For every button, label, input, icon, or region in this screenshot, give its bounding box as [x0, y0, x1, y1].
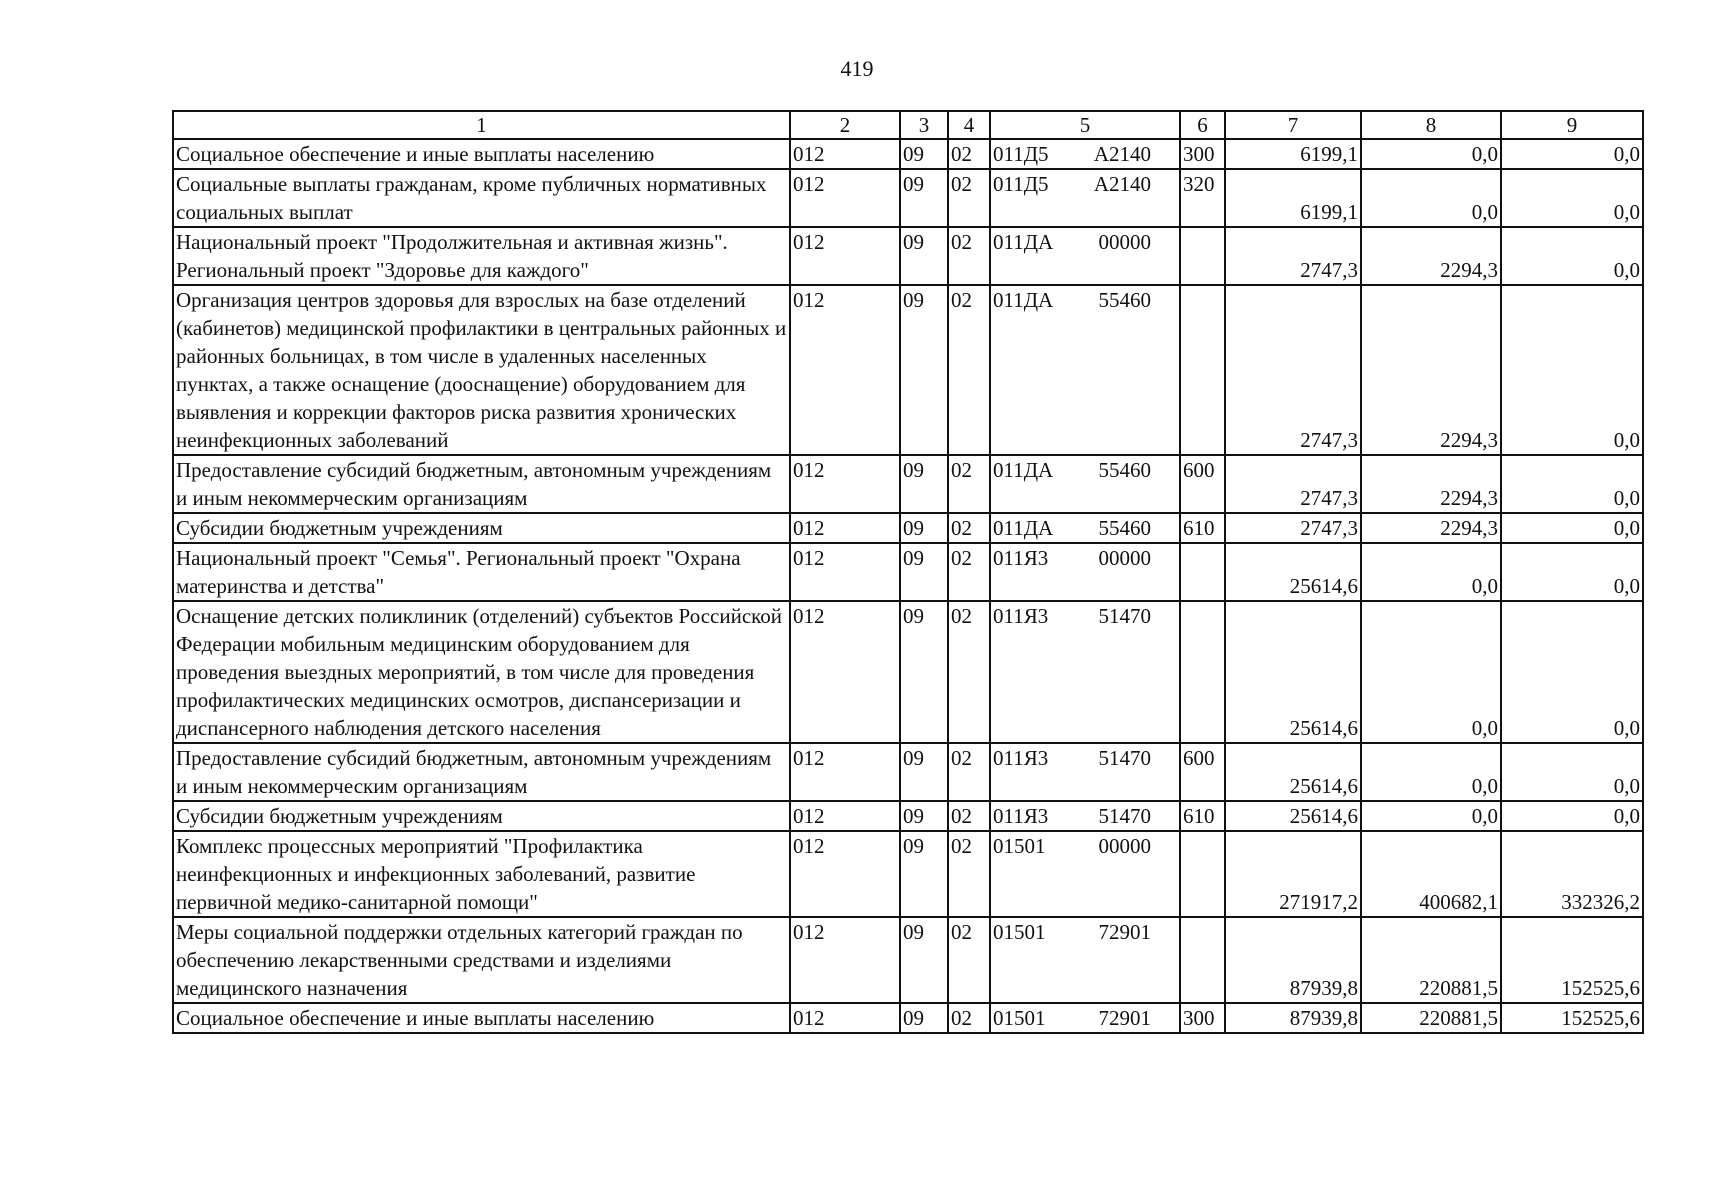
- ministry-code-cell: 012: [790, 543, 900, 601]
- ministry-code-cell: 012: [790, 1003, 900, 1033]
- column-header-9: 9: [1501, 111, 1643, 139]
- amount-col9-cell: 152525,6: [1501, 917, 1643, 1003]
- target-article-cell: [990, 455, 1180, 513]
- table-row: [173, 743, 1643, 801]
- row-name-cell: Организация центров здоровья для взрослых на базе отделений (кабинетов) медицинской профилактики в центральных районных и районных больницах, в том числе в удаленных населенных пунктах, а также оснащение (дооснащение) оборудованием для выявления и коррекции факторов риска развития хронических неинфекционных заболеваний: [173, 285, 790, 455]
- row-name-cell: Социальные выплаты гражданам, кроме публичных нормативных социальных выплат: [173, 169, 790, 227]
- section-code-cell: 09: [900, 831, 948, 917]
- ministry-code-cell: 012: [790, 139, 900, 169]
- section-code-cell: 09: [900, 513, 948, 543]
- expense-type-cell: [1180, 227, 1225, 285]
- subsection-code-cell: 02: [948, 455, 990, 513]
- direction-code: 72901: [1098, 920, 1151, 944]
- program-code: 011Я3: [993, 604, 1049, 628]
- amount-col9-cell: 0,0: [1501, 227, 1643, 285]
- column-header-4: 4: [948, 111, 990, 139]
- column-header-3: 3: [900, 111, 948, 139]
- amount-col9-cell: 0,0: [1501, 285, 1643, 455]
- header-row: [173, 111, 1643, 139]
- expense-type-cell: 610: [1180, 513, 1225, 543]
- table-row: [173, 285, 1643, 455]
- target-article-cell: [990, 285, 1180, 455]
- amount-col7-cell: 2747,3: [1225, 455, 1361, 513]
- target-article-cell: [990, 601, 1180, 743]
- amount-col8-cell: 2294,3: [1361, 227, 1501, 285]
- target-article-cell: [990, 831, 1180, 917]
- expense-type-cell: [1180, 831, 1225, 917]
- amount-col9-cell: 332326,2: [1501, 831, 1643, 917]
- subsection-code-cell: 02: [948, 285, 990, 455]
- column-header-8: 8: [1361, 111, 1501, 139]
- target-article-cell: [990, 169, 1180, 227]
- amount-col8-cell: 220881,5: [1361, 917, 1501, 1003]
- row-name-cell: Предоставление субсидий бюджетным, автономным учреждениям и иным некоммерческим организациям: [173, 743, 790, 801]
- row-name-cell: Предоставление субсидий бюджетным, автономным учреждениям и иным некоммерческим организациям: [173, 455, 790, 513]
- ministry-code-cell: 012: [790, 917, 900, 1003]
- amount-col7-cell: 2747,3: [1225, 285, 1361, 455]
- direction-code: 00000: [1098, 230, 1151, 254]
- ministry-code-cell: 012: [790, 601, 900, 743]
- expense-type-cell: 600: [1180, 455, 1225, 513]
- section-code-cell: 09: [900, 543, 948, 601]
- column-header-6: 6: [1180, 111, 1225, 139]
- expense-type-cell: [1180, 601, 1225, 743]
- row-name-cell: Оснащение детских поликлиник (отделений) субъектов Российской Федерации мобильным медицинским оборудованием для проведения выездных мероприятий, в том числе для проведения профилактических медицинских осмотров, диспансеризации и диспансерного наблюдения детского населения: [173, 601, 790, 743]
- program-code: 011Я3: [993, 546, 1049, 570]
- ministry-code-cell: 012: [790, 169, 900, 227]
- amount-col9-cell: 0,0: [1501, 139, 1643, 169]
- amount-col7-cell: 25614,6: [1225, 801, 1361, 831]
- table-row: [173, 831, 1643, 917]
- table-row: [173, 1003, 1643, 1033]
- table-row: [173, 801, 1643, 831]
- table-row: [173, 513, 1643, 543]
- subsection-code-cell: 02: [948, 513, 990, 543]
- program-code: 011Я3: [993, 804, 1049, 828]
- table-row: [173, 227, 1643, 285]
- program-code: 011Д5: [993, 172, 1049, 196]
- program-code: 01501: [993, 1006, 1046, 1030]
- section-code-cell: 09: [900, 227, 948, 285]
- program-code: 011Д5: [993, 142, 1049, 166]
- amount-col9-cell: 0,0: [1501, 801, 1643, 831]
- target-article-cell: [990, 801, 1180, 831]
- subsection-code-cell: 02: [948, 1003, 990, 1033]
- section-code-cell: 09: [900, 743, 948, 801]
- amount-col8-cell: 220881,5: [1361, 1003, 1501, 1033]
- target-article-cell: [990, 227, 1180, 285]
- amount-col7-cell: 271917,2: [1225, 831, 1361, 917]
- amount-col7-cell: 25614,6: [1225, 601, 1361, 743]
- section-code-cell: 09: [900, 169, 948, 227]
- table-row: [173, 169, 1643, 227]
- section-code-cell: 09: [900, 139, 948, 169]
- section-code-cell: 09: [900, 1003, 948, 1033]
- amount-col8-cell: 0,0: [1361, 601, 1501, 743]
- ministry-code-cell: 012: [790, 227, 900, 285]
- amount-col8-cell: 0,0: [1361, 743, 1501, 801]
- target-article-cell: [990, 139, 1180, 169]
- row-name-cell: Комплекс процессных мероприятий "Профилактика неинфекционных и инфекционных заболеваний, развитие первичной медико-санитарной помощи": [173, 831, 790, 917]
- program-code: 011ДА: [993, 230, 1054, 254]
- amount-col8-cell: 0,0: [1361, 139, 1501, 169]
- column-header-1: 1: [173, 111, 790, 139]
- column-header-5: 5: [990, 111, 1180, 139]
- amount-col7-cell: 87939,8: [1225, 1003, 1361, 1033]
- ministry-code-cell: 012: [790, 285, 900, 455]
- amount-col8-cell: 2294,3: [1361, 285, 1501, 455]
- ministry-code-cell: 012: [790, 455, 900, 513]
- row-name-cell: Социальное обеспечение и иные выплаты населению: [173, 1003, 790, 1033]
- expense-type-cell: 610: [1180, 801, 1225, 831]
- row-name-cell: Национальный проект "Семья". Региональный проект "Охрана материнства и детства": [173, 543, 790, 601]
- program-code: 011ДА: [993, 516, 1054, 540]
- amount-col8-cell: 400682,1: [1361, 831, 1501, 917]
- target-article-cell: [990, 513, 1180, 543]
- amount-col9-cell: 0,0: [1501, 455, 1643, 513]
- expense-type-cell: 320: [1180, 169, 1225, 227]
- program-code: 011ДА: [993, 288, 1054, 312]
- row-name-cell: Социальное обеспечение и иные выплаты населению: [173, 139, 790, 169]
- amount-col9-cell: 0,0: [1501, 513, 1643, 543]
- table-row: [173, 601, 1643, 743]
- amount-col7-cell: 2747,3: [1225, 513, 1361, 543]
- subsection-code-cell: 02: [948, 801, 990, 831]
- expense-type-cell: [1180, 543, 1225, 601]
- subsection-code-cell: 02: [948, 831, 990, 917]
- column-header-2: 2: [790, 111, 900, 139]
- direction-code: А2140: [1093, 172, 1151, 196]
- amount-col7-cell: 25614,6: [1225, 743, 1361, 801]
- amount-col9-cell: 0,0: [1501, 743, 1643, 801]
- amount-col7-cell: 6199,1: [1225, 139, 1361, 169]
- section-code-cell: 09: [900, 917, 948, 1003]
- target-article-cell: [990, 917, 1180, 1003]
- target-article-cell: [990, 1003, 1180, 1033]
- amount-col7-cell: 87939,8: [1225, 917, 1361, 1003]
- budget-table: [172, 110, 1644, 1034]
- ministry-code-cell: 012: [790, 801, 900, 831]
- ministry-code-cell: 012: [790, 513, 900, 543]
- direction-code: 51470: [1098, 804, 1151, 828]
- section-code-cell: 09: [900, 455, 948, 513]
- direction-code: А2140: [1093, 142, 1151, 166]
- section-code-cell: 09: [900, 285, 948, 455]
- direction-code: 51470: [1098, 604, 1151, 628]
- subsection-code-cell: 02: [948, 601, 990, 743]
- subsection-code-cell: 02: [948, 917, 990, 1003]
- amount-col9-cell: 0,0: [1501, 601, 1643, 743]
- subsection-code-cell: 02: [948, 169, 990, 227]
- ministry-code-cell: 012: [790, 831, 900, 917]
- row-name-cell: Национальный проект "Продолжительная и активная жизнь". Региональный проект "Здоровье для каждого": [173, 227, 790, 285]
- ministry-code-cell: 012: [790, 743, 900, 801]
- subsection-code-cell: 02: [948, 743, 990, 801]
- expense-type-cell: [1180, 285, 1225, 455]
- direction-code: 72901: [1098, 1006, 1151, 1030]
- row-name-cell: Меры социальной поддержки отдельных категорий граждан по обеспечению лекарственными средствами и изделиями медицинского назначения: [173, 917, 790, 1003]
- target-article-cell: [990, 743, 1180, 801]
- row-name-cell: Субсидии бюджетным учреждениям: [173, 801, 790, 831]
- amount-col9-cell: 152525,6: [1501, 1003, 1643, 1033]
- program-code: 011Я3: [993, 746, 1049, 770]
- program-code: 01501: [993, 834, 1046, 858]
- amount-col8-cell: 0,0: [1361, 543, 1501, 601]
- amount-col9-cell: 0,0: [1501, 169, 1643, 227]
- amount-col8-cell: 2294,3: [1361, 513, 1501, 543]
- table-row: [173, 543, 1643, 601]
- row-name-cell: Субсидии бюджетным учреждениям: [173, 513, 790, 543]
- table-row: [173, 455, 1643, 513]
- direction-code: 55460: [1098, 516, 1151, 540]
- amount-col7-cell: 25614,6: [1225, 543, 1361, 601]
- subsection-code-cell: 02: [948, 543, 990, 601]
- expense-type-cell: [1180, 917, 1225, 1003]
- amount-col9-cell: 0,0: [1501, 543, 1643, 601]
- subsection-code-cell: 02: [948, 227, 990, 285]
- table-body: [173, 139, 1643, 1033]
- column-header-7: 7: [1225, 111, 1361, 139]
- amount-col8-cell: 0,0: [1361, 801, 1501, 831]
- direction-code: 55460: [1098, 288, 1151, 312]
- table-row: [173, 139, 1643, 169]
- section-code-cell: 09: [900, 801, 948, 831]
- direction-code: 00000: [1098, 546, 1151, 570]
- amount-col8-cell: 0,0: [1361, 169, 1501, 227]
- expense-type-cell: 300: [1180, 139, 1225, 169]
- direction-code: 00000: [1098, 834, 1151, 858]
- amount-col8-cell: 2294,3: [1361, 455, 1501, 513]
- page-number: 419: [840, 56, 874, 81]
- target-article-cell: [990, 543, 1180, 601]
- section-code-cell: 09: [900, 601, 948, 743]
- amount-col7-cell: 6199,1: [1225, 169, 1361, 227]
- amount-col7-cell: 2747,3: [1225, 227, 1361, 285]
- direction-code: 51470: [1098, 746, 1151, 770]
- table-row: [173, 917, 1643, 1003]
- expense-type-cell: 300: [1180, 1003, 1225, 1033]
- expense-type-cell: 600: [1180, 743, 1225, 801]
- program-code: 01501: [993, 920, 1046, 944]
- program-code: 011ДА: [993, 458, 1054, 482]
- direction-code: 55460: [1098, 458, 1151, 482]
- subsection-code-cell: 02: [948, 139, 990, 169]
